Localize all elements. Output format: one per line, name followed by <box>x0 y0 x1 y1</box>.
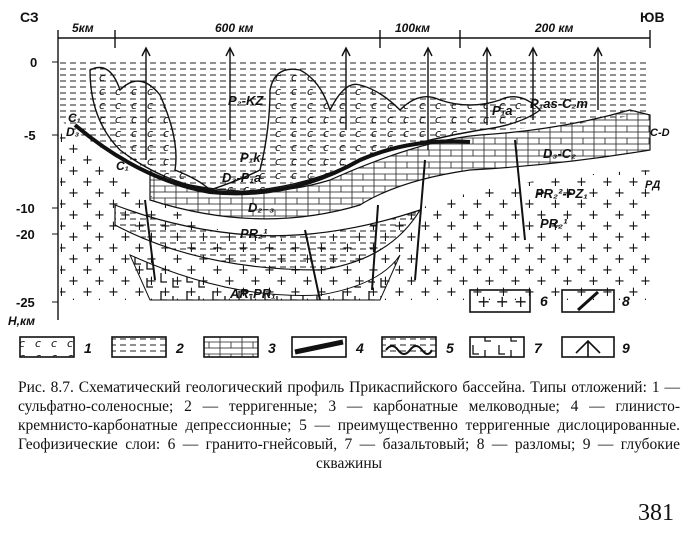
depth-tick-0: 0 <box>30 55 38 70</box>
label-pr2-right: PR₂¹ <box>540 216 568 231</box>
label-ar-pr1: AR-PR₁ <box>230 286 276 301</box>
label-p1k: P₁k <box>240 150 261 165</box>
label-d3p1a: D₃-P₁a <box>222 170 262 185</box>
legend-number-3: 3 <box>268 340 276 356</box>
legend-item-salt <box>20 337 92 357</box>
label-d3-left: D₃ <box>66 125 80 139</box>
distance-label-4: 200 км <box>535 21 574 35</box>
legend-number-7: 7 <box>534 340 542 356</box>
distance-label-2: 600 км <box>215 21 254 35</box>
label-d23: D₂₋₃ <box>248 200 275 215</box>
label-pr2pz1: PR₂²-PZ₁ <box>535 186 588 201</box>
depth-unit: Н,км <box>8 314 35 328</box>
depth-axis <box>8 48 58 328</box>
distance-scale <box>20 9 665 48</box>
direction-nw: СЗ <box>20 9 39 25</box>
depth-tick-10: -10 <box>16 201 35 216</box>
figure-caption: Рис. 8.7. Схематический геологический профиль Прикаспийского бассейна. Типы отложений: 1 — сульфатно-соленосные; 2 — терригенные; 3 — карбонатные мелководные; 4 — глинисто-кремнисто-карбонатные депрессионные; 5 — преимущественно терригенные дислоцированные. Геофизические слои: 6 — гранито-гнейсовый, 7 — базальтовый; 8 — разломы; 9 — глубокие скважины <box>18 379 680 472</box>
depth-tick-25: -25 <box>16 295 35 310</box>
page-number: 381 <box>638 500 674 526</box>
legend-number-2: 2 <box>176 340 184 356</box>
distance-label-1: 5км <box>72 21 94 35</box>
distance-label-3: 100км <box>395 21 430 35</box>
depth-tick-20: -20 <box>16 227 35 242</box>
depth-tick-5: -5 <box>24 128 36 143</box>
legend-number-8: 8 <box>622 293 630 309</box>
legend-item-dislocated <box>382 337 454 357</box>
legend-number-6: 6 <box>540 293 548 309</box>
legend-item-depression <box>292 337 364 357</box>
legend-item-terrigenous <box>112 337 184 357</box>
label-pd-right: PД <box>645 179 661 191</box>
direction-se: ЮВ <box>640 9 665 25</box>
label-c1-left: C₁ <box>68 111 81 125</box>
label-p1as-c2m: P₁as-C₂m <box>530 96 588 111</box>
label-pr2-left: PR₂¹ <box>240 226 268 241</box>
legend-item-basalt <box>470 337 543 357</box>
label-p2kz: P₂-KZ <box>228 93 264 108</box>
legend-number-9: 9 <box>622 340 630 356</box>
legend-item-well <box>562 337 630 357</box>
legend-number-1: 1 <box>84 340 92 356</box>
legend-number-5: 5 <box>446 340 454 356</box>
legend-number-4: 4 <box>356 340 364 356</box>
legend-item-carbonate <box>204 337 276 357</box>
label-d3c2: D₃-C₂ <box>543 146 577 161</box>
label-cd-right: C-D <box>650 127 670 139</box>
label-c1-upper: C₁ <box>116 159 129 173</box>
svg-text:+ + +: + + + <box>477 292 528 311</box>
label-p1a: P₁a <box>492 103 513 118</box>
